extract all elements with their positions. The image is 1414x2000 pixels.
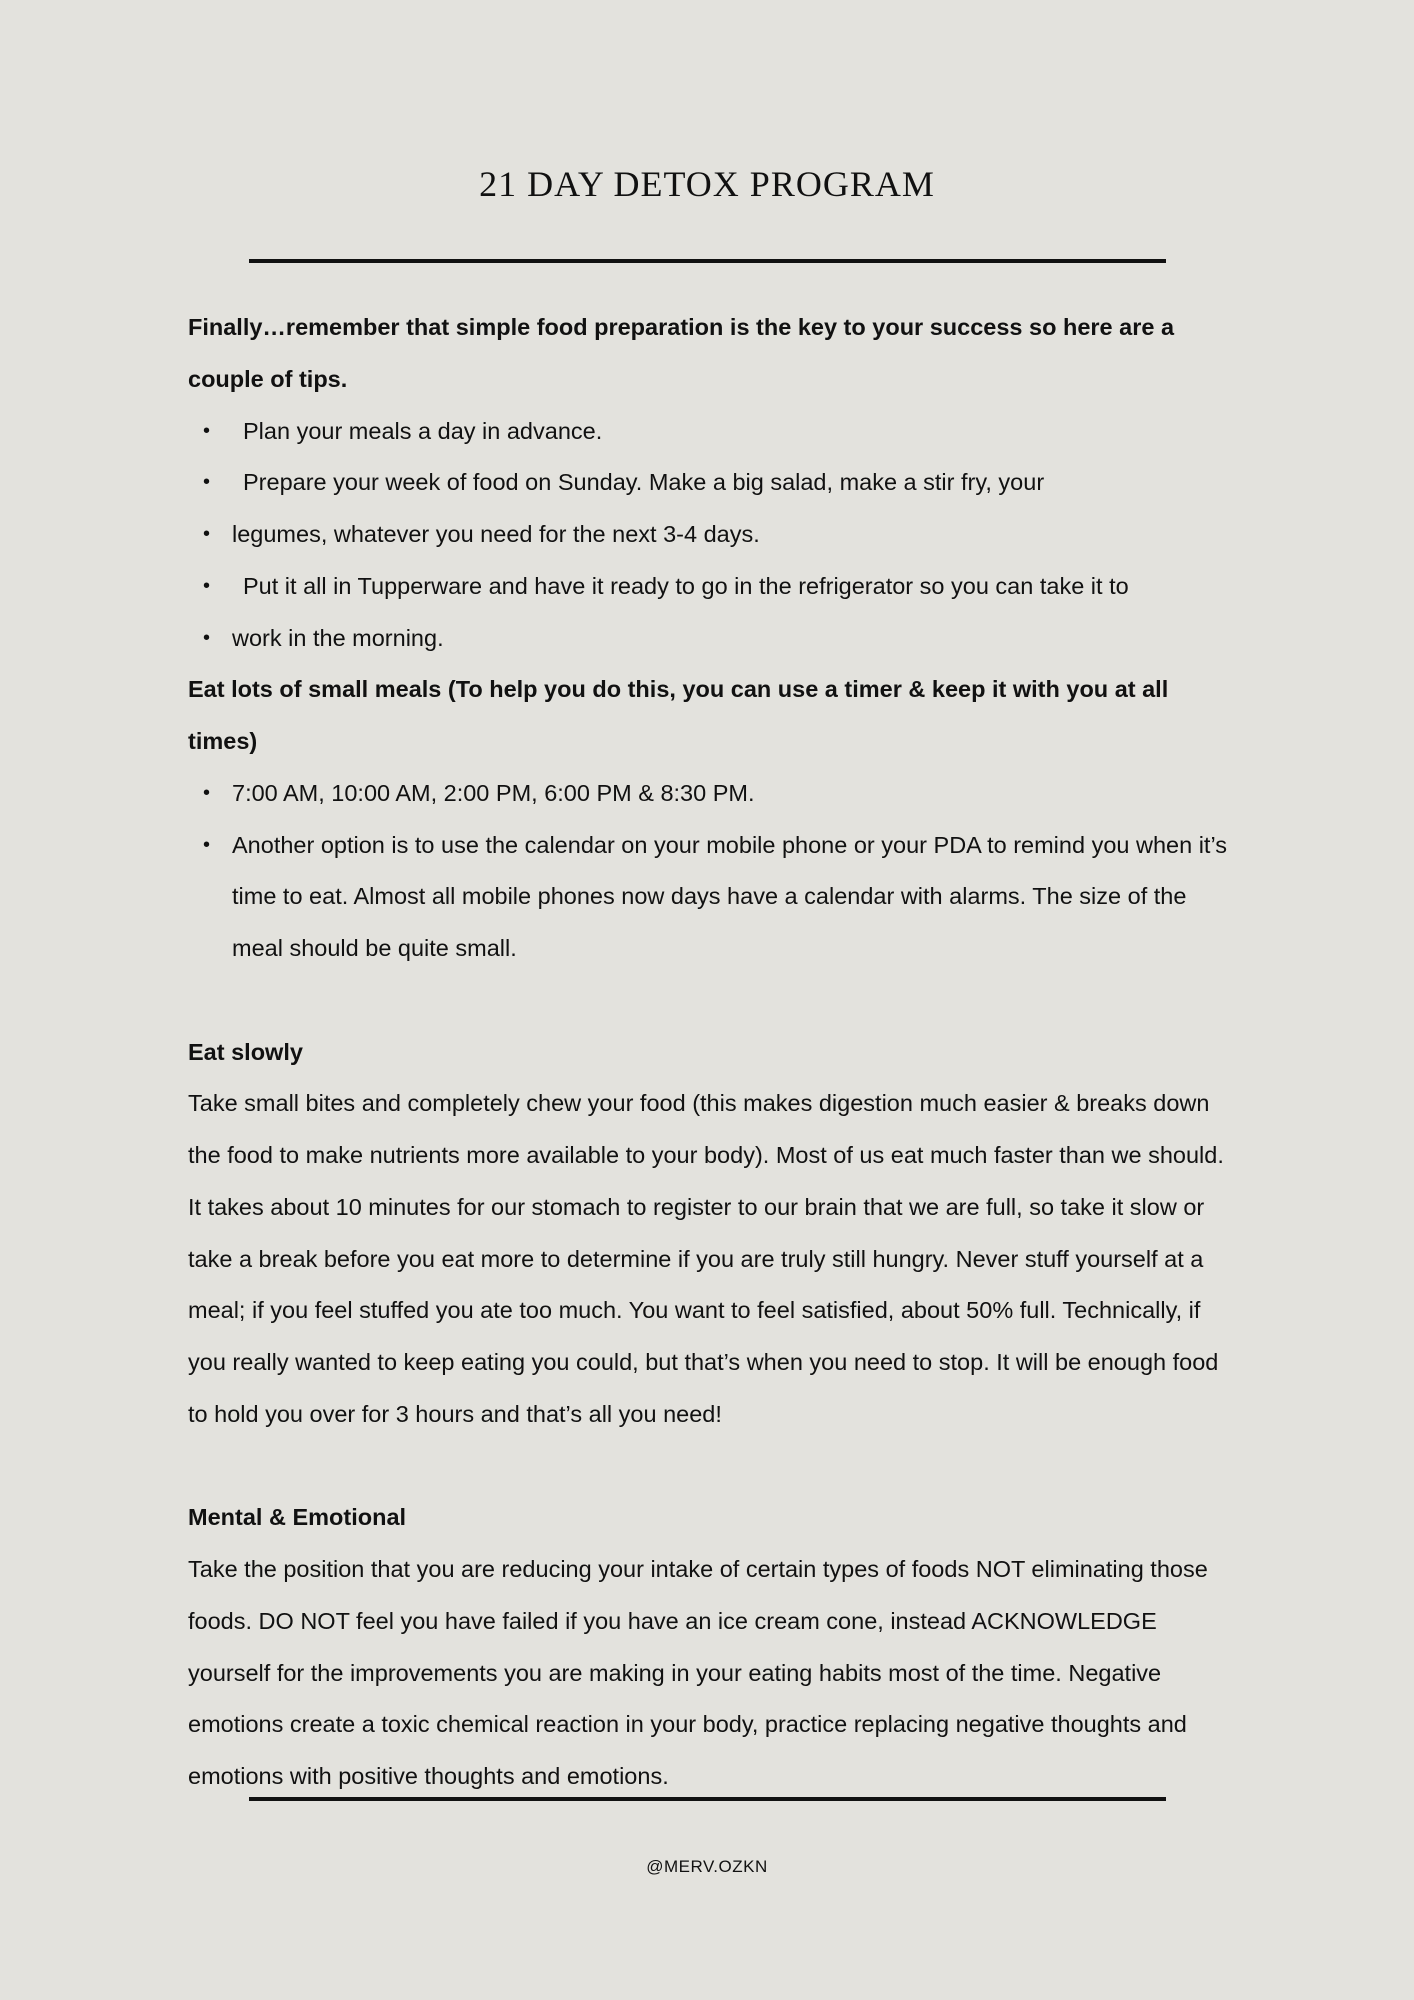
- bottom-divider: [249, 1797, 1166, 1801]
- tips-heading: Finally…remember that simple food preparation is the key to your success so here are a couple of tips.: [188, 314, 1175, 392]
- list-item-text: Plan your meals a day in advance.: [243, 417, 603, 444]
- list-item-text: Prepare your week of food on Sunday. Make a big salad, make a stir fry, your: [243, 469, 1045, 496]
- list-item-text: work in the morning.: [232, 624, 444, 651]
- list-item-text: Another option is to use the calendar on your mobile phone or your PDA to remind you when it’s time to eat. Almost all mobile phones now days have a calendar with alarms. The size of the meal should be quite small.: [232, 831, 1227, 961]
- bullet-icon: •: [203, 523, 211, 545]
- mental-emotional-heading: Mental & Emotional: [188, 1504, 407, 1531]
- list-item-text: Put it all in Tupperware and have it ready to go in the refrigerator so you can take it to: [243, 572, 1129, 599]
- small-meals-heading: Eat lots of small meals (To help you do this, you can use a timer & keep it with you at all times): [188, 676, 1169, 754]
- list-item: [188, 457, 1228, 509]
- bullet-icon: •: [203, 419, 211, 442]
- eat-slowly-heading: Eat slowly: [188, 1038, 303, 1065]
- list-item: [188, 820, 1228, 975]
- section-spacer: [188, 975, 1228, 1027]
- top-divider: [249, 259, 1166, 263]
- footer-handle: @MERV.OZKN: [646, 1857, 768, 1876]
- bullet-icon: •: [203, 833, 211, 856]
- list-item: [188, 406, 1228, 458]
- small-meals-list: [188, 768, 1228, 975]
- mental-emotional-paragraph: Take the position that you are reducing your intake of certain types of foods NOT eliminating those foods. DO NOT feel you have failed if you have an ice cream cone, instead ACKNOWLEDGE yourself for the improvements you are making in your eating habits most of the time. Negative emotions create a toxic chemical reaction in your body, practice replacing negative thoughts and emotions with positive thoughts and emotions.: [188, 1556, 1208, 1789]
- bullet-icon: •: [203, 781, 211, 804]
- eat-slowly-paragraph: Take small bites and completely chew your food (this makes digestion much easier & breaks down the food to make nutrients more available to your body). Most of us eat much faster than we should. It takes about 10 minutes for our stomach to register to our brain that we are full, so take it slow or take a break before you eat more to determine if you are truly still hungry. Never stuff yourself at a meal; if you feel stuffed you ate too much. You want to feel satisfied, about 50% full. Technically, if you really wanted to keep eating you could, but that’s when you need to stop. It will be enough food to hold you over for 3 hours and that’s all you need!: [188, 1090, 1224, 1427]
- tips-list: [188, 406, 1228, 665]
- list-item-text: 7:00 AM, 10:00 AM, 2:00 PM, 6:00 PM & 8:30 PM.: [232, 779, 755, 806]
- bullet-icon: •: [203, 626, 211, 649]
- page-title: 21 DAY DETOX PROGRAM: [479, 164, 935, 204]
- bullet-icon: •: [203, 471, 211, 494]
- list-item-text: legumes, whatever you need for the next 3-4 days.: [232, 521, 760, 547]
- bullet-icon: •: [203, 574, 211, 597]
- list-item: [188, 768, 1228, 820]
- list-item: [188, 509, 1228, 561]
- document-body: [188, 302, 1228, 1803]
- section-spacer: [188, 1441, 1228, 1493]
- list-item: [188, 561, 1228, 613]
- list-item: [188, 613, 1228, 665]
